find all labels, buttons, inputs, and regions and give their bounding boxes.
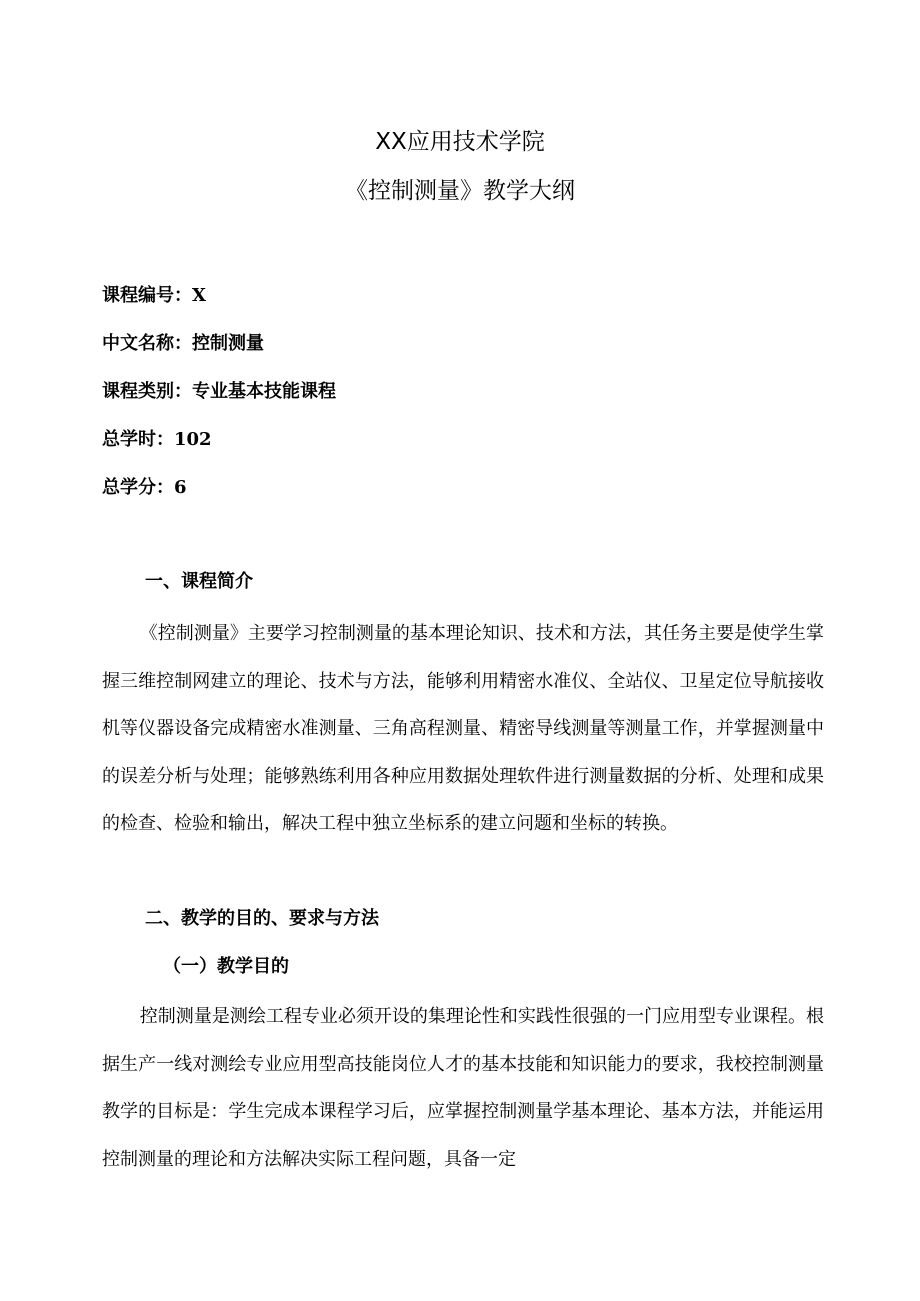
section-heading-intro: 一、课程简介 bbox=[145, 571, 253, 592]
course-code: 课程编号：X bbox=[102, 285, 206, 306]
course-type: 课程类别：专业基本技能课程 bbox=[102, 381, 336, 402]
total-credits: 总学分：6 bbox=[102, 477, 187, 498]
intro-paragraph: 《控制测量》主要学习控制测量的基本理论知识、技术和方法，其任务主要是使学生掌握三维控制网建立的理论、技术与方法，能够利用精密水准仪、全站仪、卫星定位导航接收机等仪器设备完成精密水准测量、三角高程测量、精密导线测量等测量工作，并掌握测量中的误差分析与处理；能够熟练利用各种应用数据处理软件进行测量数据的分析、处理和成果的检查、检验和输出，解决工程中独立坐标系的建立问题和坐标的转换。 bbox=[102, 623, 824, 834]
institution-title: XX应用技术学院 bbox=[375, 129, 545, 155]
chinese-name: 中文名称：控制测量 bbox=[102, 333, 264, 354]
syllabus-title: 《控制测量》教学大纲 bbox=[345, 178, 575, 204]
total-hours: 总学时：102 bbox=[102, 429, 212, 450]
subsection-heading-purpose: （一）教学目的 bbox=[163, 956, 289, 977]
purpose-paragraph: 控制测量是测绘工程专业必须开设的集理论性和实践性很强的一门应用型专业课程。根据生产一线对测绘专业应用型高技能岗位人才的基本技能和知识能力的要求，我校控制测量教学的目标是：学生完成本课程学习后，应掌握控制测量学基本理论、基本方法，并能运用控制测量的理论和方法解决实际工程问题，具备一定 bbox=[102, 1006, 824, 1170]
section-heading-goals: 二、教学的目的、要求与方法 bbox=[145, 908, 379, 929]
